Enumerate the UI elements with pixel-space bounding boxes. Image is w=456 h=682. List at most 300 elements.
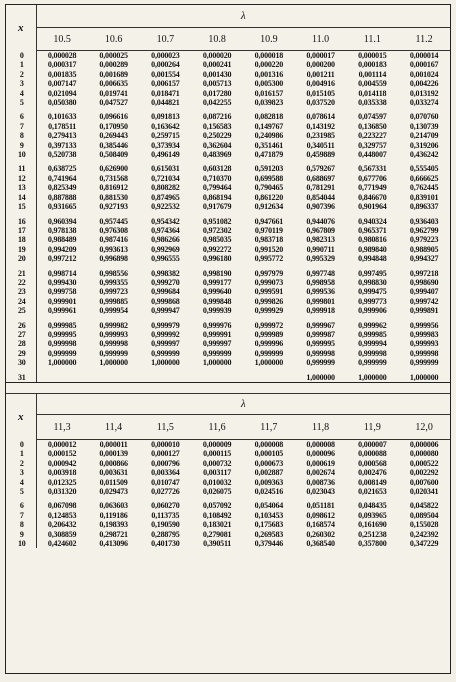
probability-cell: 0,000127 [151,449,180,459]
lambda-header [36,394,450,415]
probability-cell: 0,156583 [202,121,232,131]
probability-cell: 0,013192 [409,88,439,98]
probability-cell: 0,000010 [151,440,180,449]
probability-cell: 0,868194 [202,192,232,202]
probability-cell: 0,999999 [47,348,77,358]
probability-cell: 0,567331 [358,164,387,174]
table-row [6,235,450,244]
table-row [6,321,450,330]
probability-cell: 0,001554 [151,69,180,79]
probability-cell: 0,002887 [254,468,284,478]
x-value: 18 [6,235,36,244]
probability-cell: 0,103453 [254,510,284,520]
probability-cell: 0,999906 [358,306,387,316]
probability-cell: 0,954342 [151,216,180,226]
x-value: 20 [6,254,36,263]
probability-cell: 0,976308 [99,225,128,235]
probability-cell: 0,999998 [47,339,77,349]
probability-cell: 0,298721 [99,529,128,539]
x-value: 17 [6,226,36,235]
x-value: 3 [6,79,36,88]
probability-cell: 0,999929 [254,306,284,316]
probability-cell: 0,017280 [202,88,232,98]
lambda-column-header: 11,9 [347,415,399,440]
probability-cell: 0,508409 [99,150,128,160]
probability-cell: 0,242392 [409,529,439,539]
probability-cell: 1,000000 [47,358,77,368]
probability-cell: 0,520738 [47,150,77,160]
probability-cell: 0,936403 [409,216,439,226]
probability-cell: 0,988489 [47,235,77,245]
probability-cell: 0,998556 [99,268,128,278]
lambda-column-header: 11,5 [140,415,192,440]
table-row [6,193,450,202]
probability-cell: 0,385446 [99,140,128,150]
probability-cell: 0,781291 [306,183,335,193]
probability-cell: 0,996555 [151,254,180,264]
probability-cell: 0,626900 [99,164,128,174]
x-value: 25 [6,306,36,315]
x-value: 19 [6,245,36,254]
probability-cell: 0,231985 [306,131,335,141]
probability-cell: 0,999999 [99,348,128,358]
probability-cell: 0,999997 [202,339,232,349]
table-row [6,440,450,450]
probability-cell: 0,000028 [47,51,77,60]
table-row [6,468,450,477]
probability-cell: 0,000025 [99,51,128,60]
probability-cell: 0,999947 [151,306,180,316]
probability-cell: 0,998190 [202,268,232,278]
probability-cell: 0,988905 [409,244,439,254]
lambda-column-header: 10.8 [191,28,243,51]
probability-cell: 0,999989 [254,329,284,339]
probability-cell: 0,448007 [358,150,387,160]
probability-cell: 0,155028 [409,520,439,530]
table-row [6,520,450,529]
probability-cell: 0,996180 [202,254,232,264]
probability-cell: 0,008149 [358,477,387,487]
probability-cell: 0,000241 [202,60,232,70]
x-value: 9 [6,141,36,150]
probability-cell: 0,997748 [306,268,335,278]
probability-cell: 0,999475 [358,287,387,297]
probability-cell: 0,999536 [306,287,335,297]
probability-cell: 0,999901 [47,296,77,306]
probability-cell: 0,471879 [254,150,284,160]
lambda-column-header: 11,6 [191,415,243,440]
probability-cell: 0,741964 [47,173,77,183]
probability-cell: 0,091813 [151,112,180,122]
probability-cell: 0,000023 [151,51,180,60]
probability-cell: 0,057092 [202,501,232,511]
probability-cell: 0,790465 [254,183,284,193]
probability-cell: 0,000942 [47,458,77,468]
probability-cell: 0,000673 [254,458,284,468]
probability-cell: 0,014118 [358,88,387,98]
probability-cell: 0,839101 [409,192,439,202]
probability-cell: 0,999987 [306,329,335,339]
probability-cell: 0,917679 [202,202,232,212]
x-value: 30 [6,358,36,367]
probability-cell: 0,799464 [202,183,232,193]
probability-cell: 0,999177 [202,277,232,287]
x-value: 4 [6,478,36,487]
lambda-column-header: 10.5 [36,28,88,51]
probability-cell: 0,994848 [358,254,387,264]
table-body-2 [6,440,450,549]
probability-cell: 0,999995 [306,339,335,349]
probability-cell: 1,000000 [151,358,180,368]
x-value: 7 [6,122,36,131]
probability-cell: 1,000000 [409,372,439,382]
probability-cell: 0,045822 [409,501,439,511]
probability-cell: 0,999961 [47,306,77,316]
probability-cell: 0,002476 [358,468,387,478]
probability-cell: 0,808282 [151,183,180,193]
probability-cell: 0,413096 [99,539,128,549]
lambda-symbol: λ [240,10,246,22]
probability-cell: 0,000200 [306,60,335,70]
table-row [6,306,450,315]
probability-cell: 0,999430 [47,277,77,287]
probability-cell: 0,000183 [358,60,387,70]
table-row [6,60,450,69]
probability-cell: 0,143192 [306,121,335,131]
probability-cell: 0,010032 [202,477,232,487]
probability-cell: 0,015105 [306,88,335,98]
probability-cell: 0,011509 [99,477,128,487]
probability-cell: 0,357800 [358,539,387,549]
probability-cell: 0,000220 [254,60,284,70]
probability-cell: 0,816912 [99,183,128,193]
table-row [6,131,450,140]
probability-cell: 0,279081 [202,529,232,539]
probability-cell: 0,615031 [151,164,180,174]
probability-cell: 0,912634 [254,202,284,212]
table-row [6,254,450,263]
probability-cell: 0,035338 [358,98,387,108]
x-value: 5 [6,98,36,107]
x-value: 22 [6,278,36,287]
probability-cell: 1,000000 [202,358,232,368]
probability-cell: 0,000088 [358,449,387,459]
probability-cell: 0,731568 [99,173,128,183]
probability-cell: 0,978138 [47,225,77,235]
column-header-row [6,28,450,51]
probability-cell: 0,250229 [202,131,232,141]
probability-cell: 0,699588 [254,173,284,183]
table-row [6,530,450,539]
probability-cell: 0,063603 [99,501,128,511]
probability-cell: 0,999993 [99,329,128,339]
table-row [6,339,450,348]
probability-cell: 0,108492 [202,510,232,520]
probability-cell: 0,999073 [254,277,284,287]
probability-cell: 0,999918 [306,306,335,316]
probability-cell: 0,999985 [358,329,387,339]
probability-cell: 0,974364 [151,225,180,235]
probability-cell: 0,003364 [151,468,180,478]
probability-cell: 0,070760 [409,112,439,122]
table-row [6,287,450,296]
probability-cell: 0,998382 [151,268,180,278]
probability-cell: 0,999972 [254,320,284,330]
probability-cell: 0,175683 [254,520,284,530]
lambda-header-row [6,5,450,28]
table-row [6,217,450,226]
probability-cell: 0,999997 [151,339,180,349]
probability-cell: 0,985035 [202,235,232,245]
lambda-column-header: 10.9 [243,28,295,51]
probability-cell: 0,710370 [202,173,232,183]
probability-cell: 0,999985 [47,320,77,330]
probability-cell: 0,999995 [47,329,77,339]
table-row [6,226,450,235]
probability-cell: 0,994209 [47,244,77,254]
probability-cell: 0,762445 [409,183,439,193]
probability-cell: 0,251238 [358,529,387,539]
probability-cell: 0,998830 [358,277,387,287]
probability-cell: 0,000115 [203,449,232,459]
probability-cell: 0,007600 [409,477,439,487]
probability-cell: 0,240986 [254,131,284,141]
probability-cell: 0,000011 [99,440,128,449]
probability-cell: 0,074597 [358,112,387,122]
probability-cell: 0,496149 [151,150,180,160]
lambda-column-header: 11,8 [295,415,347,440]
probability-cell: 0,771949 [358,183,387,193]
table-row [6,112,450,121]
probability-cell: 0,887888 [47,192,77,202]
table-row [6,459,450,468]
x-value: 21 [6,269,36,278]
probability-cell: 0,082818 [254,112,284,122]
probability-cell: 0,992969 [151,244,180,254]
x-value: 16 [6,217,36,226]
probability-cell: 0,999742 [409,296,439,306]
probability-cell: 0,368540 [306,539,335,549]
probability-cell: 0,001114 [358,69,387,79]
probability-cell: 0,005713 [202,79,232,89]
probability-cell: 0,993613 [99,244,128,254]
probability-cell: 0,001430 [202,69,232,79]
probability-cell: 0,039823 [254,98,284,108]
probability-cell: 0,004226 [409,79,439,89]
probability-cell: 0,999999 [358,358,387,368]
x-value: 2 [6,70,36,79]
section-separator [6,382,450,394]
table-row [6,487,450,496]
probability-cell: 0,001835 [47,69,77,79]
probability-cell: 0,999640 [202,287,232,297]
probability-cell: 0,001024 [409,69,439,79]
probability-cell: 0,957445 [99,216,128,226]
x-value: 9 [6,530,36,539]
probability-cell: 0,223227 [358,131,387,141]
probability-cell: 0,931665 [47,202,77,212]
probability-cell: 0,033274 [409,98,439,108]
table-row [6,183,450,192]
probability-cell: 0,000008 [254,440,284,449]
probability-cell: 0,269583 [254,529,284,539]
probability-cell: 0,190590 [151,520,180,530]
probability-cell [191,373,243,382]
probability-cell: 0,999962 [358,320,387,330]
probability-cell: 0,947661 [254,216,284,226]
probability-cell: 0,979223 [409,235,439,245]
probability-cell: 0,997495 [358,268,387,278]
probability-cell: 0,163642 [151,121,180,131]
probability-cell: 0,016157 [254,88,284,98]
probability-cell [243,373,295,382]
probability-cell: 0,000866 [99,458,128,468]
table-row [6,245,450,254]
x-value: 6 [6,501,36,510]
x-value: 15 [6,202,36,211]
probability-cell: 0,424602 [47,539,77,549]
probability-cell: 0,020341 [409,487,439,497]
lambda-column-header: 11.0 [295,28,347,51]
x-value: 0 [6,51,36,61]
probability-cell: 0,999999 [254,348,284,358]
probability-cell: 0,980816 [358,235,387,245]
probability-cell: 0,027726 [151,487,180,497]
probability-cell: 0,999976 [202,320,232,330]
table-row [6,297,450,306]
lambda-column-header: 11.1 [347,28,399,51]
probability-cell: 0,000096 [306,449,335,459]
probability-cell: 0,183021 [202,520,232,530]
probability-cell: 0,119186 [99,510,128,520]
lambda-column-header: 12,0 [398,415,450,440]
probability-cell: 0,555405 [409,164,439,174]
probability-cell: 0,666625 [409,173,439,183]
probability-cell: 0,999983 [409,329,439,339]
poisson-table-page [5,4,451,674]
probability-cell: 0,999982 [99,320,128,330]
probability-cell: 0,000012 [47,440,77,449]
table-row [6,141,450,150]
probability-cell: 0,000732 [202,458,232,468]
x-value: 6 [6,112,36,121]
column-header-row [6,415,450,440]
probability-cell: 0,347229 [409,539,439,549]
probability-cell: 0,000152 [47,449,77,459]
probability-cell [88,373,140,382]
probability-cell: 0,004559 [358,79,387,89]
probability-cell: 0,000167 [409,60,439,70]
probability-cell: 0,999992 [151,329,180,339]
probability-cell: 0,999684 [151,287,180,297]
table-row [6,478,450,487]
probability-cell: 0,060270 [151,501,180,511]
table-row [6,98,450,107]
probability-cell: 0,999773 [358,296,387,306]
probability-cell: 0,000014 [409,51,439,60]
probability-cell: 0,994327 [409,254,439,264]
probability-cell: 0,989840 [358,244,387,254]
probability-cell: 0,987416 [99,235,128,245]
table-row [6,358,450,367]
probability-cell: 0,000020 [202,51,232,60]
probability-cell: 0,995772 [254,254,284,264]
probability-cell: 0,000568 [358,458,387,468]
probability-cell: 0,846670 [358,192,387,202]
probability-cell: 0,096616 [99,112,128,122]
probability-cell: 0,008736 [306,477,335,487]
probability-cell: 0,003117 [203,468,232,478]
probability-cell: 0,999993 [409,339,439,349]
probability-cell: 0,999998 [409,348,439,358]
table-row [6,150,450,159]
table-row [6,278,450,287]
probability-cell: 0,021094 [47,88,77,98]
probability-cell: 0,999270 [151,277,180,287]
probability-cell: 0,997212 [47,254,77,264]
table-row [6,449,450,458]
probability-cell: 0,401730 [151,539,180,549]
probability-cell: 0,130739 [409,121,439,131]
probability-cell: 0,002292 [409,468,439,478]
probability-cell: 0,970119 [254,225,283,235]
probability-cell: 0,986266 [151,235,180,245]
probability-cell: 0,000080 [409,449,439,459]
probability-cell: 0,999891 [409,306,439,316]
probability-cell: 0,579267 [306,164,335,174]
probability-cell: 0,021653 [358,487,387,497]
probability-cell: 0,459889 [306,150,335,160]
probability-cell: 0,329757 [358,140,387,150]
probability-cell: 0,390511 [203,539,232,549]
probability-cell: 1,000000 [99,358,128,368]
probability-cell: 0,999868 [151,296,180,306]
probability-cell: 0,000796 [151,458,180,468]
probability-cell: 0,000619 [306,458,335,468]
probability-cell: 0,050380 [47,98,77,108]
lambda-column-header: 11.2 [398,28,450,51]
probability-cell: 0,113735 [151,510,180,520]
probability-cell: 0,991520 [254,244,284,254]
probability-cell: 0,003918 [47,468,77,478]
probability-cell: 0,051181 [306,501,335,511]
probability-cell: 0,825349 [47,183,77,193]
probability-cell: 0,999991 [202,329,232,339]
probability-cell: 0,340511 [306,140,335,150]
table-row [6,539,450,548]
probability-cell: 0,001316 [254,69,284,79]
probability-cell: 0,000006 [409,440,439,449]
probability-cell: 0,000009 [202,440,232,449]
lambda-symbol: λ [240,398,246,410]
probability-cell: 0,881530 [99,192,128,202]
probability-cell: 0,944076 [306,216,335,226]
probability-cell: 0,688697 [306,173,335,183]
table-row [6,349,450,358]
x-value: 3 [6,468,36,477]
x-value: 23 [6,287,36,296]
probability-cell: 0,992272 [202,244,232,254]
probability-cell: 0,999355 [99,277,128,287]
probability-cell: 0,999826 [254,296,284,306]
probability-cell: 0,178511 [48,121,77,131]
probability-cell: 0,029473 [99,487,128,497]
probability-cell: 0,124853 [47,510,77,520]
probability-cell: 0,983718 [254,235,284,245]
probability-cell: 0,999999 [306,358,335,368]
probability-cell: 0,967809 [306,225,335,235]
probability-cell: 0,854044 [306,192,335,202]
